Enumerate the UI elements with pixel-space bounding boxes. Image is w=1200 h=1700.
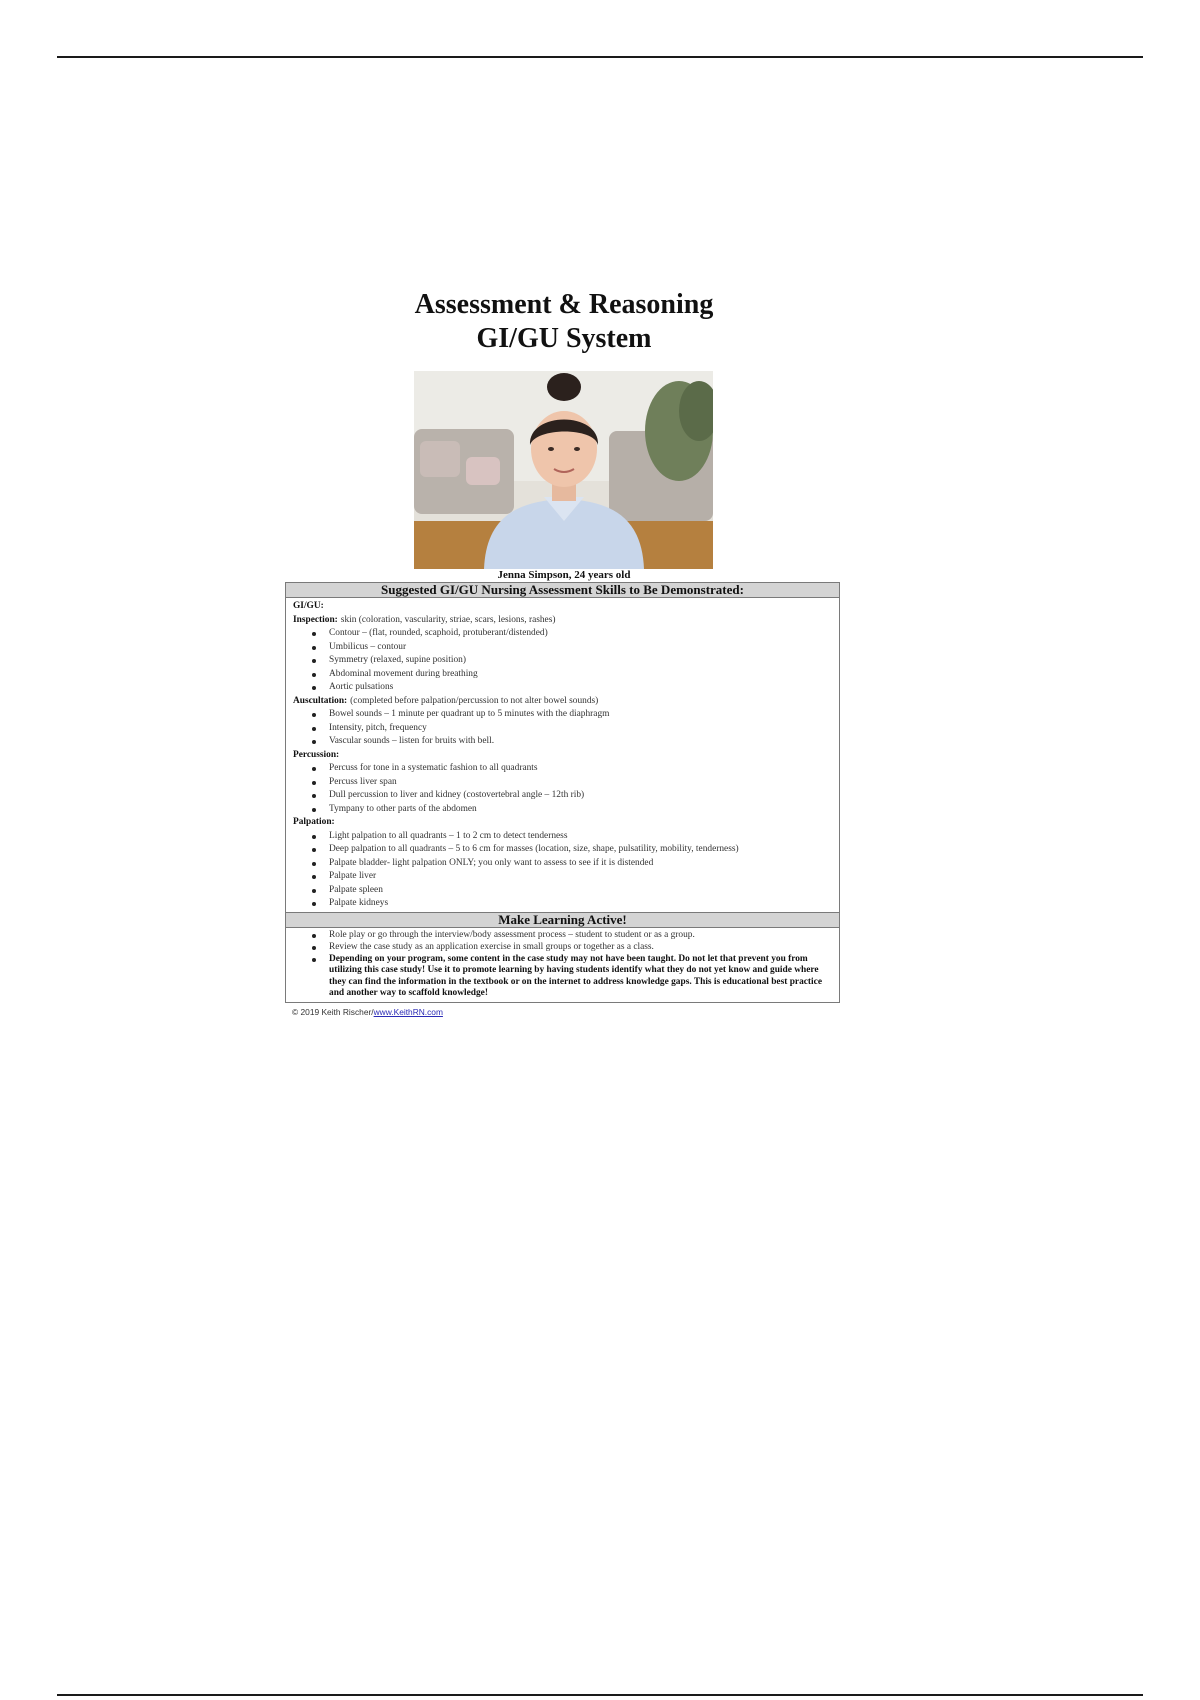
list-item: Review the case study as an application exercise in small groups or together as a class. bbox=[329, 941, 833, 954]
auscultation-section bbox=[293, 695, 833, 709]
percussion-list bbox=[293, 762, 833, 816]
list-item: Bowel sounds – 1 minute per quadrant up to 5 minutes with the diaphragm bbox=[329, 708, 833, 722]
list-item: Percuss liver span bbox=[329, 776, 833, 790]
list-item: Deep palpation to all quadrants – 5 to 6 cm for masses (location, size, shape, pulsatility, mobility, tenderness) bbox=[329, 843, 833, 857]
title-line-1: Assessment & Reasoning bbox=[414, 289, 714, 320]
list-item: Palpate bladder- light palpation ONLY; you only want to assess to see if it is distended bbox=[329, 857, 833, 871]
system-label: GI/GU: bbox=[293, 601, 324, 611]
inspection-list bbox=[293, 627, 833, 695]
patient-photo bbox=[414, 371, 713, 569]
section-title: Percussion: bbox=[293, 749, 340, 760]
list-item: Palpate kidneys bbox=[329, 897, 833, 911]
list-item: Role play or go through the interview/body assessment process – student to student or as a group. bbox=[329, 929, 833, 942]
list-item: Contour – (flat, rounded, scaphoid, protuberant/distended) bbox=[329, 627, 833, 641]
bottom-rule bbox=[57, 1694, 1143, 1696]
top-rule bbox=[57, 56, 1143, 58]
list-item: Palpate spleen bbox=[329, 884, 833, 898]
list-item: Intensity, pitch, frequency bbox=[329, 722, 833, 736]
list-item: Percuss for tone in a systematic fashion to all quadrants bbox=[329, 762, 833, 776]
list-item: Palpate liver bbox=[329, 870, 833, 884]
list-item: Dull percussion to liver and kidney (costovertebral angle – 12th rib) bbox=[329, 789, 833, 803]
list-item: Light palpation to all quadrants – 1 to 2 cm to detect tenderness bbox=[329, 830, 833, 844]
active-learning-list bbox=[293, 929, 833, 1000]
copyright-footer bbox=[292, 1007, 443, 1017]
percussion-section bbox=[293, 749, 833, 763]
section-title: Inspection: bbox=[293, 614, 338, 625]
skills-box-header: Suggested GI/GU Nursing Assessment Skills to Be Demonstrated: bbox=[286, 583, 839, 598]
photo-caption: Jenna Simpson, 24 years old bbox=[497, 569, 631, 581]
list-item: Aortic pulsations bbox=[329, 681, 833, 695]
inspection-section bbox=[293, 614, 833, 628]
document-title bbox=[286, 288, 842, 356]
list-item: Umbilicus – contour bbox=[329, 641, 833, 655]
section-title: Auscultation: bbox=[293, 695, 348, 706]
section-title: Palpation: bbox=[293, 817, 335, 827]
section-text: (completed before palpation/percussion to not alter bowel sounds) bbox=[350, 695, 599, 706]
list-item: Abdominal movement during breathing bbox=[329, 668, 833, 682]
palpation-section bbox=[293, 816, 833, 830]
copyright-text: © 2019 Keith Rischer/ bbox=[292, 1007, 374, 1017]
section-text: skin (coloration, vascularity, striae, scars, lesions, rashes) bbox=[340, 614, 556, 625]
list-item: Depending on your program, some content in the case study may not have been taught. Do not let that prevent you from utilizing this case study! Use it to promote learning by having students identify what they do not yet know and guide where they can find the information in the textbook or on the internet to address knowledge gaps. This is educational best practice and another way to scaffold knowledge! bbox=[329, 954, 833, 1000]
title-line-2: GI/GU System bbox=[476, 323, 652, 354]
list-item: Vascular sounds – listen for bruits with bell. bbox=[329, 735, 833, 749]
assessment-skills-box bbox=[285, 582, 840, 1003]
active-learning-header: Make Learning Active! bbox=[286, 912, 839, 928]
list-item: Symmetry (relaxed, supine position) bbox=[329, 654, 833, 668]
list-item: Tympany to other parts of the abdomen bbox=[329, 803, 833, 817]
auscultation-list bbox=[293, 708, 833, 749]
palpation-list bbox=[293, 830, 833, 911]
website-link[interactable]: www.KeithRN.com bbox=[373, 1007, 443, 1017]
